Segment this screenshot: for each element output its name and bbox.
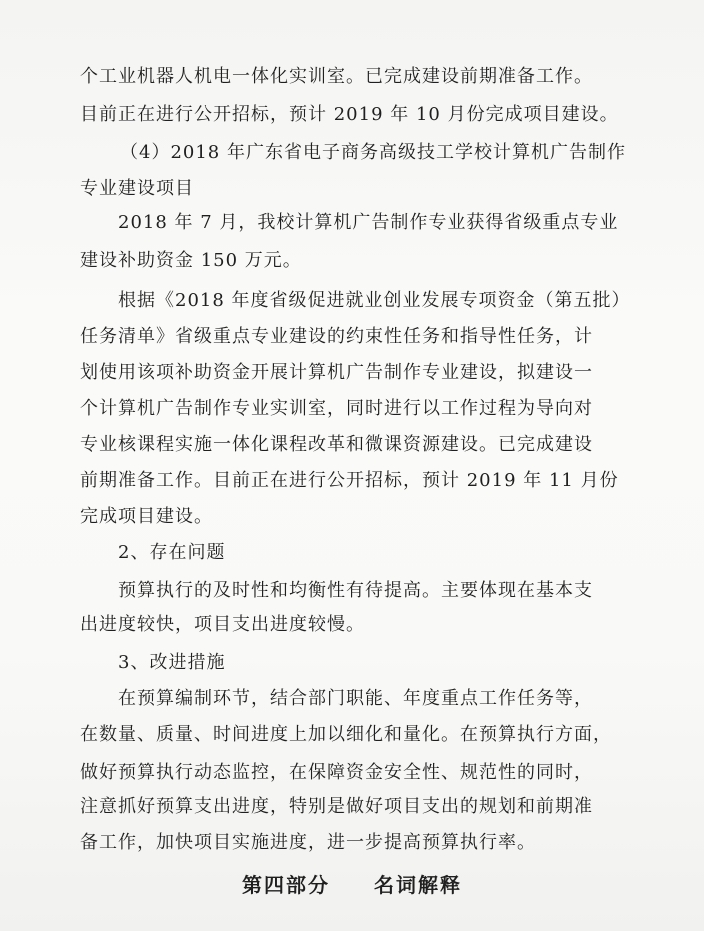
text-line: 专业核课程实施一体化课程改革和微课资源建设。已完成建设 bbox=[80, 434, 593, 455]
text-line: 完成项目建设。 bbox=[80, 506, 213, 527]
text-line: 前期准备工作。目前正在进行公开招标，预计 2019 年 11 月份 bbox=[80, 470, 619, 491]
text-line: 划使用该项补助资金开展计算机广告制作专业建设，拟建设一 bbox=[80, 362, 593, 383]
text-line: 出进度较快，项目支出进度较慢。 bbox=[80, 614, 365, 635]
text-line: 在预算编制环节，结合部门职能、年度重点工作任务等， bbox=[118, 688, 593, 709]
text-line: 建设补助资金 150 万元。 bbox=[80, 250, 302, 271]
section-heading: 2、存在问题 bbox=[118, 542, 226, 563]
text-line: 注意抓好预算支出进度，特别是做好项目支出的规划和前期准 bbox=[80, 796, 593, 817]
text-line: 个计算机广告制作专业实训室，同时进行以工作过程为导向对 bbox=[80, 398, 593, 419]
part-heading bbox=[0, 873, 704, 897]
text-line: 任务清单》省级重点专业建设的约束性任务和指导性任务，计 bbox=[80, 326, 593, 347]
text-line: 根据《2018 年度省级促进就业创业发展专项资金（第五批） bbox=[118, 290, 631, 311]
text-line: （4）2018 年广东省电子商务高级技工学校计算机广告制作 bbox=[120, 142, 626, 163]
part-title: 名词解释 bbox=[374, 873, 462, 897]
text-line: 在数量、质量、时间进度上加以细化和量化。在预算执行方面， bbox=[80, 724, 612, 745]
text-line: 做好预算执行动态监控，在保障资金安全性、规范性的同时， bbox=[80, 762, 593, 783]
part-number: 第四部分 bbox=[242, 873, 330, 897]
text-line: 备工作，加快项目实施进度，进一步提高预算执行率。 bbox=[80, 832, 536, 853]
text-line: 专业建设项目 bbox=[80, 178, 194, 199]
text-line: 预算执行的及时性和均衡性有待提高。主要体现在基本支 bbox=[118, 580, 593, 601]
text-line: 2018 年 7 月，我校计算机广告制作专业获得省级重点专业 bbox=[118, 212, 619, 233]
text-line: 个工业机器人机电一体化实训室。已完成建设前期准备工作。 bbox=[80, 66, 593, 87]
section-heading: 3、改进措施 bbox=[118, 652, 226, 673]
text-line: 目前正在进行公开招标，预计 2019 年 10 月份完成项目建设。 bbox=[80, 104, 619, 125]
